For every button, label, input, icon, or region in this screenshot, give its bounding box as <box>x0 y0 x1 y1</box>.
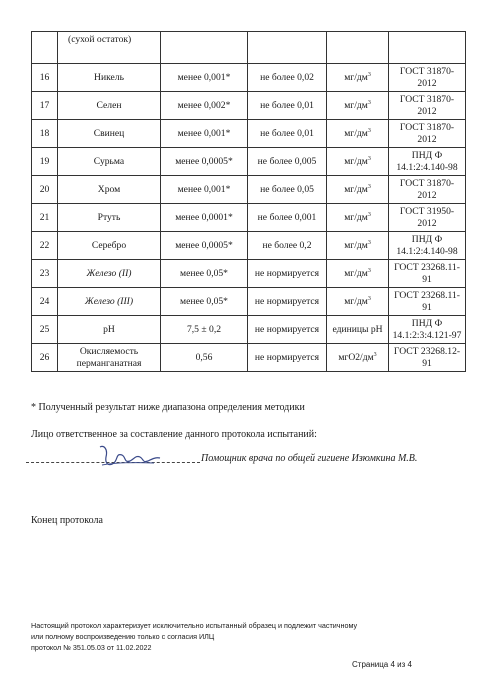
cell-norm: не более 0,001 <box>248 204 327 232</box>
unit-exponent: 3 <box>367 295 371 302</box>
cell-method: ГОСТ 31870-2012 <box>389 92 466 120</box>
cell-name: Никель <box>58 64 161 92</box>
table-row <box>32 148 466 176</box>
cell-unit: $мг/дм^3$ <box>327 64 389 92</box>
cell-unit <box>327 32 389 64</box>
cell-unit: $мг/дм^3$ <box>327 232 389 260</box>
cell-num: 26 <box>32 344 58 372</box>
cell-num: 18 <box>32 120 58 148</box>
cell-unit: $мг/дм^3$ <box>327 120 389 148</box>
cell-num: 24 <box>32 288 58 316</box>
cell-name: (сухой остаток) <box>58 32 161 64</box>
page-number: Страница 4 из 4 <box>352 660 412 669</box>
cell-name: pH <box>58 316 161 344</box>
handwritten-signature <box>94 441 164 471</box>
cell-method <box>389 32 466 64</box>
cell-result: менее 0,05* <box>161 288 248 316</box>
footnote: * Полученный результат ниже диапазона определения методики <box>31 402 305 413</box>
responsible-label: Лицо ответственное за составление данного протокола испытаний: <box>31 429 317 440</box>
cell-norm: не нормируется <box>248 316 327 344</box>
cell-num: 21 <box>32 204 58 232</box>
table-row-continued <box>32 32 466 64</box>
cell-name: Селен <box>58 92 161 120</box>
cell-unit: $мг/дм^3$ <box>327 288 389 316</box>
cell-method: ПНД Ф 14.1:2:3:4.121-97 <box>389 316 466 344</box>
unit-exponent: 3 <box>367 155 371 162</box>
unit-exponent: 3 <box>367 99 371 106</box>
cell-method: ГОСТ 31870-2012 <box>389 176 466 204</box>
cell-result: 0,56 <box>161 344 248 372</box>
cell-num: 16 <box>32 64 58 92</box>
cell-name: Серебро <box>58 232 161 260</box>
cell-norm: не более 0,05 <box>248 176 327 204</box>
cell-result: менее 0,0005* <box>161 148 248 176</box>
cell-num: 25 <box>32 316 58 344</box>
unit-exponent: 3 <box>367 183 371 190</box>
table-row <box>32 92 466 120</box>
cell-result <box>161 32 248 64</box>
cell-norm: не нормируется <box>248 288 327 316</box>
cell-num: 20 <box>32 176 58 204</box>
cell-method: ГОСТ 23268.11-91 <box>389 288 466 316</box>
disclaimer <box>31 620 431 653</box>
cell-unit: $мг/дм^3$ <box>327 260 389 288</box>
disclaimer-line: протокол № 351.05.03 от 11.02.2022 <box>31 643 152 652</box>
unit-exponent: 3 <box>373 351 377 358</box>
unit-exponent: 3 <box>367 71 371 78</box>
cell-num: 23 <box>32 260 58 288</box>
cell-result: менее 0,0001* <box>161 204 248 232</box>
cell-result: менее 0,001* <box>161 176 248 204</box>
cell-method: ПНД Ф 14.1:2:4.140-98 <box>389 148 466 176</box>
cell-unit: $мг/дм^3$ <box>327 204 389 232</box>
table-row <box>32 288 466 316</box>
cell-result: менее 0,0005* <box>161 232 248 260</box>
cell-norm: не более 0,02 <box>248 64 327 92</box>
cell-norm: не нормируется <box>248 344 327 372</box>
cell-name: Свинец <box>58 120 161 148</box>
cell-num: 19 <box>32 148 58 176</box>
cell-method: ГОСТ 23268.12-91 <box>389 344 466 372</box>
cell-unit: единицы pH <box>327 316 389 344</box>
table-row <box>32 64 466 92</box>
table-row <box>32 260 466 288</box>
cell-method: ГОСТ 31870-2012 <box>389 120 466 148</box>
disclaimer-line: Настоящий протокол характеризует исключительно испытанный образец и подлежит частичному <box>31 621 358 630</box>
end-of-protocol: Конец протокола <box>31 515 103 526</box>
unit-exponent: 3 <box>367 267 371 274</box>
cell-name: Окисляемость перманганатная <box>58 344 161 372</box>
disclaimer-line: или полному воспроизведению только с согласия ИЛЦ <box>31 632 215 641</box>
cell-unit: $мг/дм^3$ <box>327 92 389 120</box>
cell-num <box>32 32 58 64</box>
cell-norm: не более 0,01 <box>248 120 327 148</box>
results-table <box>31 31 466 372</box>
cell-name: Сурьма <box>58 148 161 176</box>
cell-unit: $мг/дм^3$ <box>327 148 389 176</box>
cell-method: ГОСТ 23268.11-91 <box>389 260 466 288</box>
cell-unit: $мг/дм^3$ <box>327 176 389 204</box>
cell-name: Ртуть <box>58 204 161 232</box>
unit-exponent: 3 <box>367 211 371 218</box>
table-row <box>32 176 466 204</box>
cell-result: менее 0,001* <box>161 120 248 148</box>
cell-norm: не более 0,01 <box>248 92 327 120</box>
cell-norm: не нормируется <box>248 260 327 288</box>
table-row <box>32 316 466 344</box>
cell-norm: не более 0,005 <box>248 148 327 176</box>
cell-method: ГОСТ 31950-2012 <box>389 204 466 232</box>
cell-unit: $мгО2/дм^3$ <box>327 344 389 372</box>
signature-name: Помощник врача по общей гигиене Изюмкина М.В. <box>201 453 418 464</box>
cell-name: Железо (II) <box>58 260 161 288</box>
cell-name: Хром <box>58 176 161 204</box>
cell-method: ГОСТ 31870-2012 <box>389 64 466 92</box>
unit-exponent: 3 <box>367 239 371 246</box>
table-row <box>32 232 466 260</box>
cell-method: ПНД Ф 14.1:2:4.140-98 <box>389 232 466 260</box>
table-row <box>32 344 466 372</box>
cell-result: менее 0,05* <box>161 260 248 288</box>
cell-result: 7,5 ± 0,2 <box>161 316 248 344</box>
cell-norm <box>248 32 327 64</box>
cell-num: 22 <box>32 232 58 260</box>
unit-exponent: 3 <box>367 127 371 134</box>
cell-num: 17 <box>32 92 58 120</box>
table-row <box>32 120 466 148</box>
cell-name: Железо (III) <box>58 288 161 316</box>
cell-result: менее 0,001* <box>161 64 248 92</box>
cell-norm: не более 0,2 <box>248 232 327 260</box>
table-row <box>32 204 466 232</box>
cell-result: менее 0,002* <box>161 92 248 120</box>
